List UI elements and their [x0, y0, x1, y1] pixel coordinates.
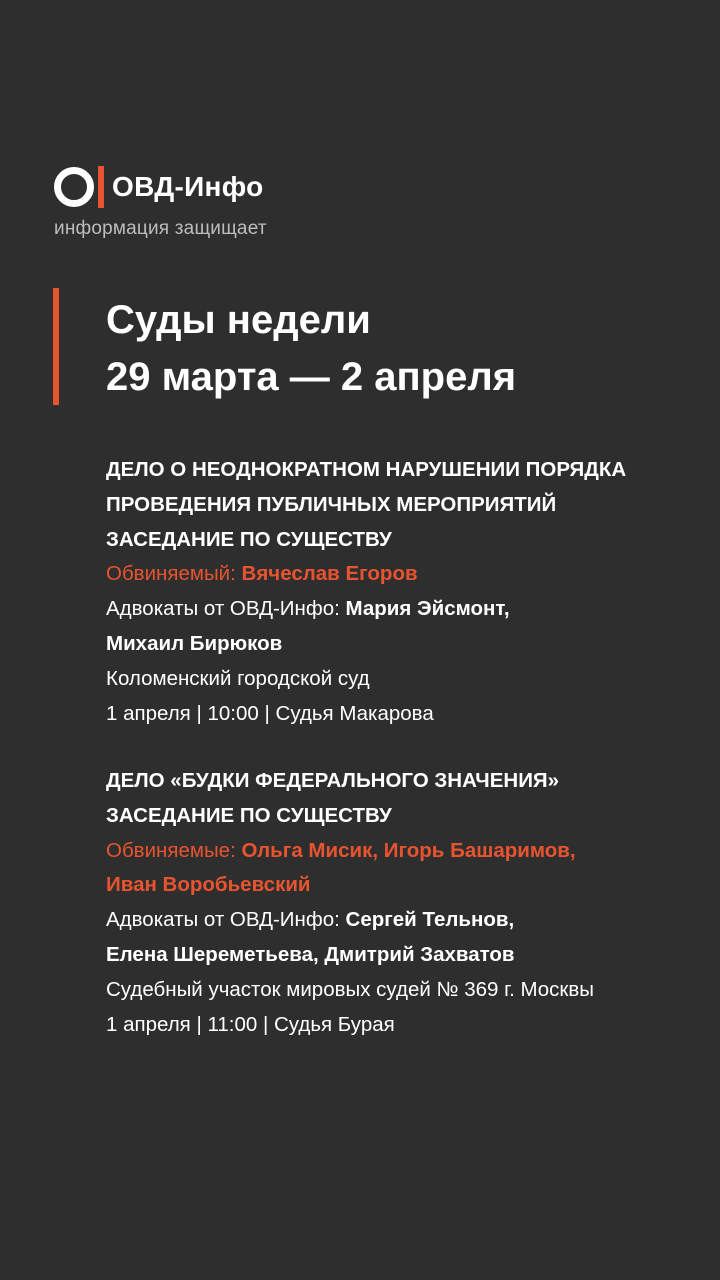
page-title: [106, 292, 516, 406]
defendants-names: Ольга Мисик, Игорь Башаримов,: [241, 838, 576, 862]
defendants-names-2: Иван Воробьевский: [106, 873, 311, 897]
case-block-1: [106, 453, 706, 731]
lawyers-names-2: Елена Шереметьева, Дмитрий Захватов: [106, 942, 515, 966]
logo-bar-icon: [98, 166, 104, 208]
defendants-names: Вячеслав Егоров: [241, 562, 418, 586]
lawyers-names: Сергей Тельнов,: [345, 908, 515, 932]
lawyers-line: [106, 903, 706, 938]
lawyers-line: [106, 592, 706, 627]
defendants-line-2: [106, 868, 706, 903]
defendants-line: [106, 557, 706, 592]
lawyers-label: Адвокаты от ОВД-Инфо:: [106, 597, 346, 621]
hearing-schedule: 1 апреля | 11:00 | Судья Бурая: [106, 1012, 395, 1036]
case-heading-line: ПРОВЕДЕНИЯ ПУБЛИЧНЫХ МЕРОПРИЯТИЙ: [106, 492, 557, 516]
case-heading-line: ДЕЛО «БУДКИ ФЕДЕРАЛЬНОГО ЗНАЧЕНИЯ»: [106, 769, 560, 792]
court-name: Судебный участок мировых судей № 369 г. Москвы: [106, 977, 595, 1001]
lawyers-names-2: Михаил Бирюков: [106, 631, 283, 655]
defendants-line: [106, 834, 706, 869]
brand-tagline: информация защищает: [54, 218, 267, 239]
logo-ring-icon: [54, 167, 94, 207]
defendants-label: Обвиняемый:: [106, 562, 242, 586]
title-line-2: 29 марта — 2 апреля: [106, 355, 517, 399]
case-heading-line: ЗАСЕДАНИЕ ПО СУЩЕСТВУ: [106, 527, 392, 551]
defendants-label: Обвиняемые:: [106, 838, 242, 862]
lawyers-line-2: [106, 627, 706, 662]
case-heading-line: ДЕЛО О НЕОДНОКРАТНОМ НАРУШЕНИИ ПОРЯДКА: [106, 458, 627, 481]
title-accent-bar: [53, 288, 59, 405]
brand-name: ОВД-Инфо: [112, 171, 264, 202]
court-name: Коломенский городской суд: [106, 666, 370, 690]
logo: [54, 166, 264, 208]
lawyers-line-2: [106, 938, 706, 973]
case-heading-line: ЗАСЕДАНИЕ ПО СУЩЕСТВУ: [106, 803, 392, 827]
lawyers-names: Мария Эйсмонт,: [345, 597, 510, 621]
hearing-schedule: 1 апреля | 10:00 | Судья Макарова: [106, 701, 434, 725]
case-block-2: [106, 764, 706, 1042]
lawyers-label: Адвокаты от ОВД-Инфо:: [106, 908, 346, 932]
title-line-1: Суды недели: [106, 298, 371, 342]
